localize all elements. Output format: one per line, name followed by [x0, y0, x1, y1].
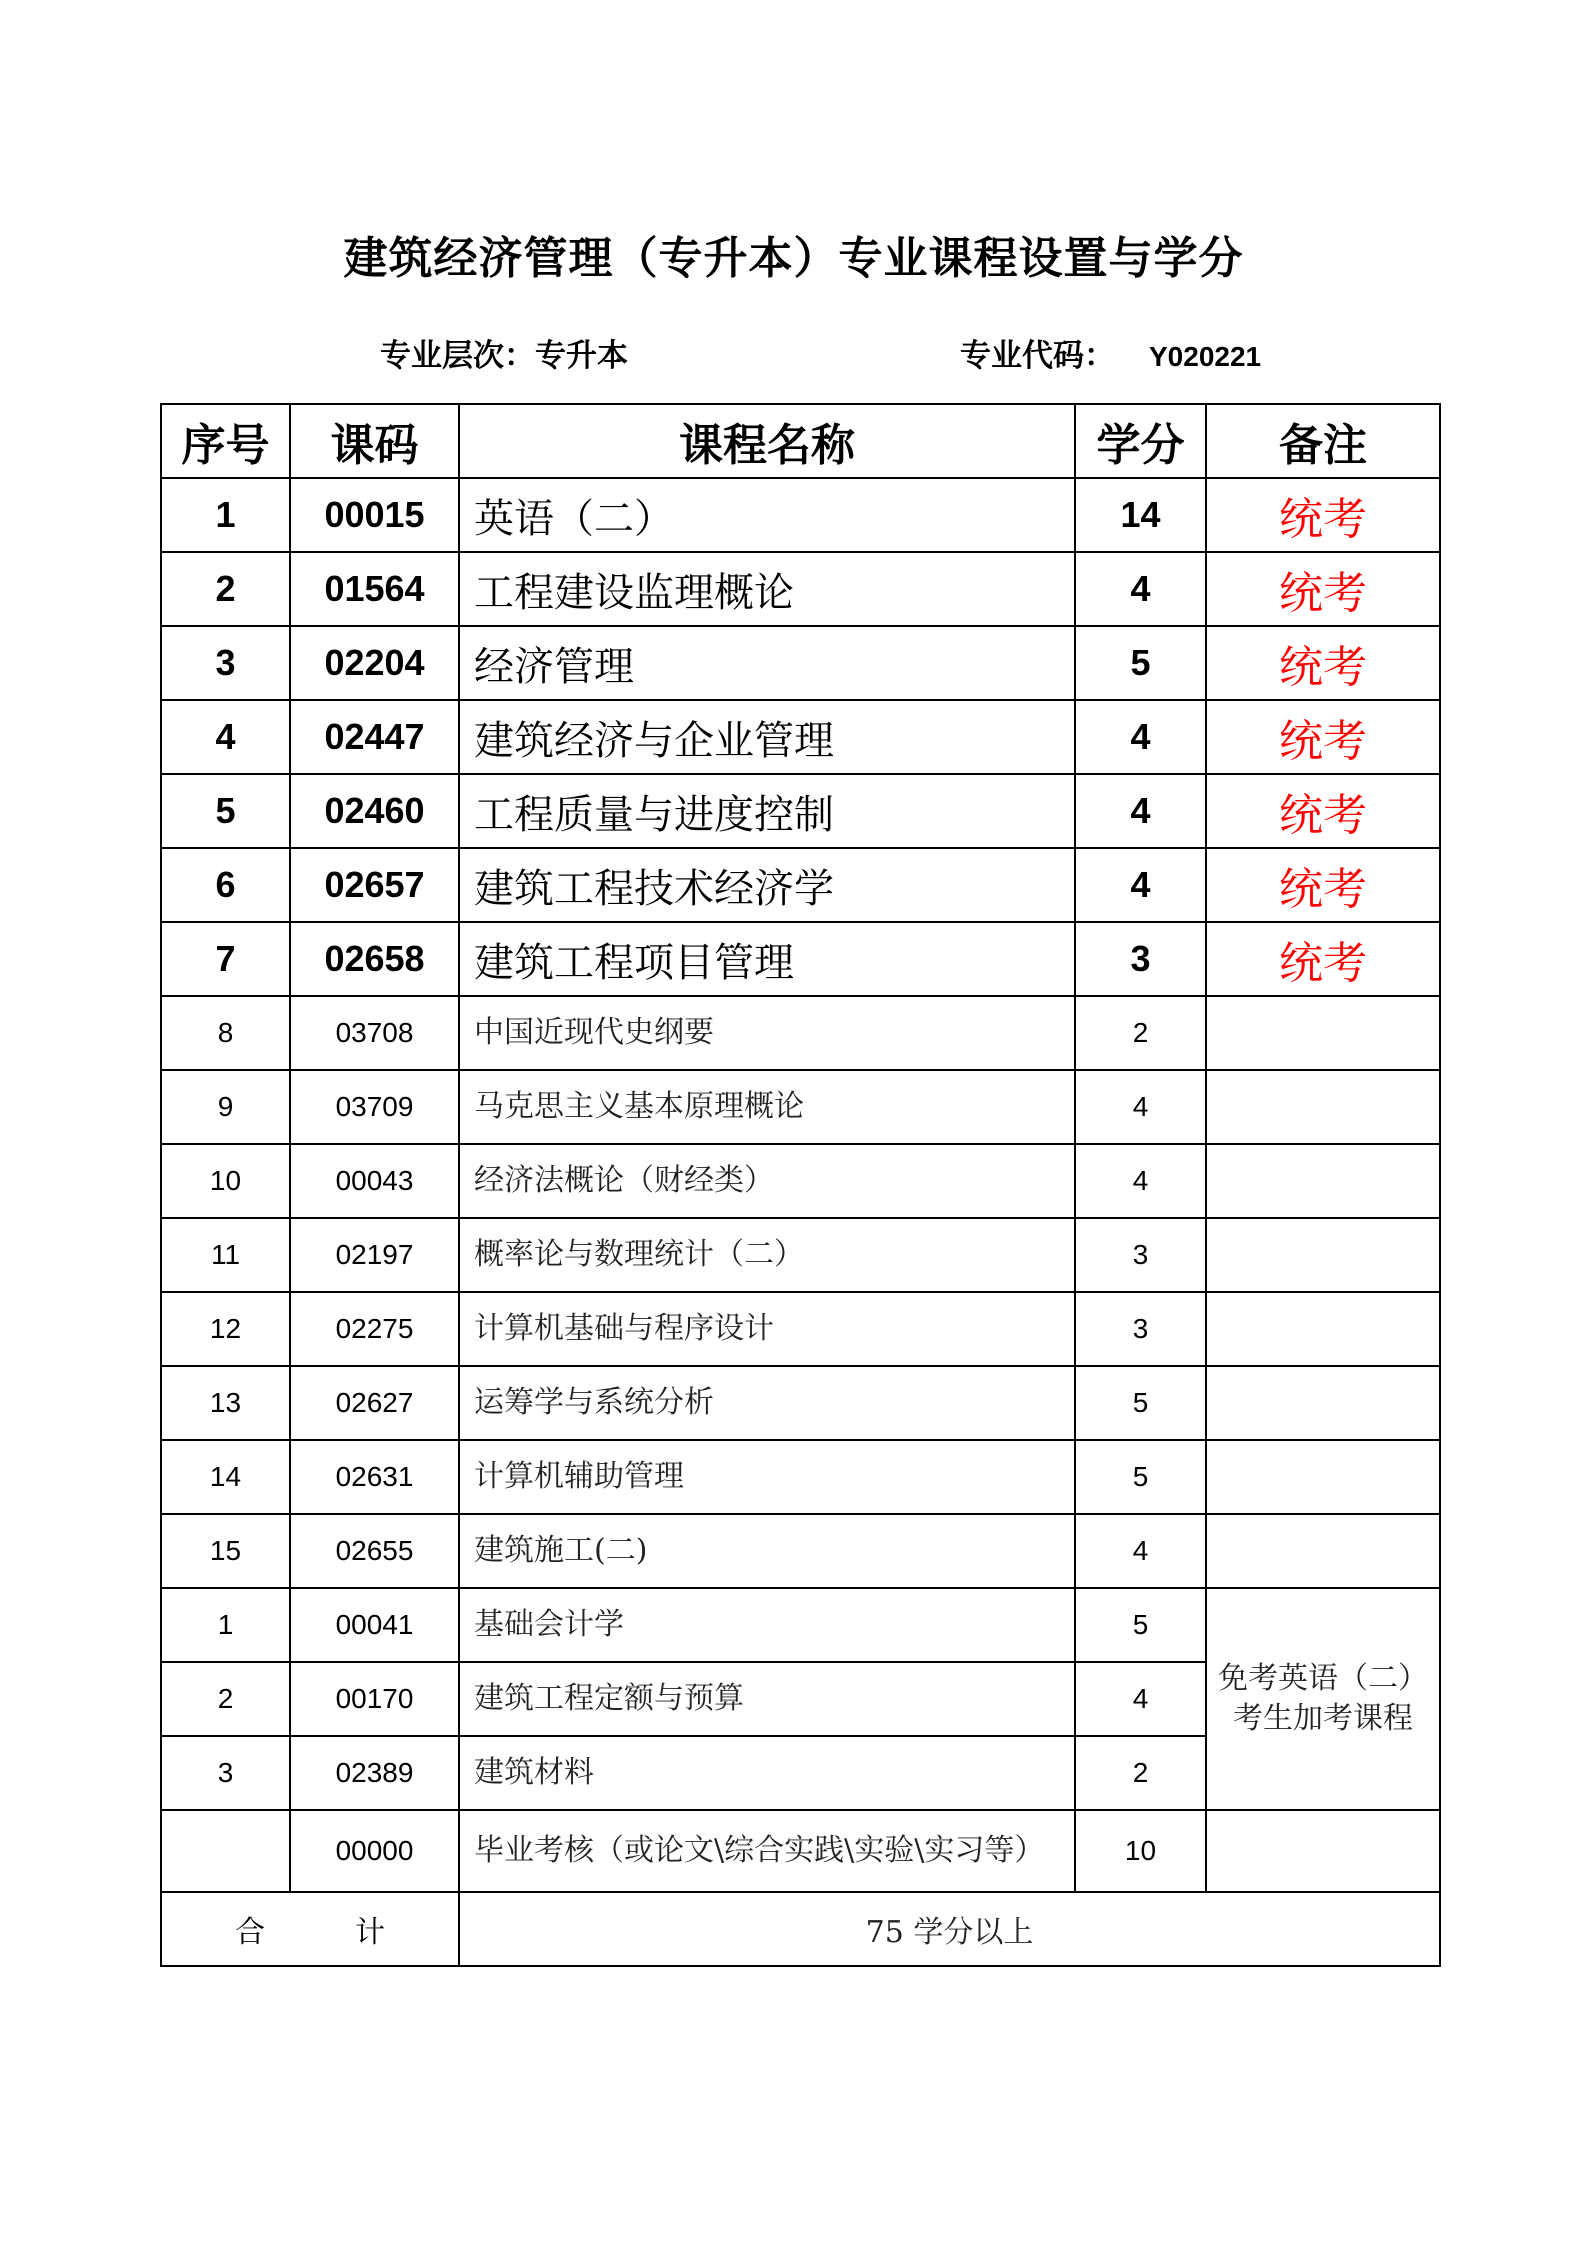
table-row [161, 552, 1440, 626]
course-name: 基础会计学 [459, 1588, 1075, 1662]
course-note [1206, 1144, 1440, 1218]
course-note [1206, 1070, 1440, 1144]
course-seq: 6 [161, 848, 290, 922]
course-code: 03709 [290, 1070, 459, 1144]
course-credit: 5 [1075, 1366, 1206, 1440]
course-credit: 3 [1075, 1218, 1206, 1292]
table-row [161, 478, 1440, 552]
course-code: 02627 [290, 1366, 459, 1440]
course-code: 02389 [290, 1736, 459, 1810]
course-seq: 5 [161, 774, 290, 848]
course-credit: 4 [1075, 1144, 1206, 1218]
course-note [1206, 1292, 1440, 1366]
course-name: 建筑施工(二) [459, 1514, 1075, 1588]
header-seq: 序号 [161, 404, 290, 478]
header-name: 课程名称 [459, 404, 1075, 478]
course-table [160, 403, 1441, 1967]
course-name: 运筹学与系统分析 [459, 1366, 1075, 1440]
table-header-row [161, 404, 1440, 478]
course-seq [161, 1810, 290, 1892]
course-name: 中国近现代史纲要 [459, 996, 1075, 1070]
additional-courses-note [1206, 1588, 1440, 1810]
course-code: 02275 [290, 1292, 459, 1366]
table-row [161, 922, 1440, 996]
course-name: 建筑材料 [459, 1736, 1075, 1810]
course-name: 计算机辅助管理 [459, 1440, 1075, 1514]
course-credit: 4 [1075, 1070, 1206, 1144]
major-code-value: Y020221 [1149, 341, 1262, 372]
course-note: 统考 [1206, 700, 1440, 774]
major-code [960, 330, 1261, 375]
table-row [161, 626, 1440, 700]
page-title: 建筑经济管理（专升本）专业课程设置与学分 [343, 233, 1244, 284]
course-note: 统考 [1206, 626, 1440, 700]
course-note [1206, 1440, 1440, 1514]
course-note: 统考 [1206, 774, 1440, 848]
course-seq: 12 [161, 1292, 290, 1366]
course-credit: 14 [1075, 478, 1206, 552]
course-seq: 3 [161, 1736, 290, 1810]
table-row [161, 774, 1440, 848]
course-code: 00170 [290, 1662, 459, 1736]
additional-note-line1: 免考英语（二） [1218, 1660, 1428, 1696]
course-code: 02658 [290, 922, 459, 996]
course-code: 00015 [290, 478, 459, 552]
course-credit: 3 [1075, 922, 1206, 996]
course-code: 00043 [290, 1144, 459, 1218]
course-seq: 15 [161, 1514, 290, 1588]
course-seq: 8 [161, 996, 290, 1070]
course-code: 02204 [290, 626, 459, 700]
course-credit: 10 [1075, 1810, 1206, 1892]
course-credit: 4 [1075, 1514, 1206, 1588]
course-name: 建筑工程技术经济学 [459, 848, 1075, 922]
course-seq: 4 [161, 700, 290, 774]
course-note [1206, 1218, 1440, 1292]
course-name: 经济法概论（财经类） [459, 1144, 1075, 1218]
course-code: 03708 [290, 996, 459, 1070]
course-code: 02460 [290, 774, 459, 848]
major-level-label: 专业层次： [380, 338, 535, 374]
course-name: 马克思主义基本原理概论 [459, 1070, 1075, 1144]
table-row [161, 1366, 1440, 1440]
course-note [1206, 996, 1440, 1070]
course-name: 建筑工程定额与预算 [459, 1662, 1075, 1736]
major-code-label: 专业代码： [960, 338, 1115, 374]
table-row [161, 1070, 1440, 1144]
table-row [161, 848, 1440, 922]
table-row [161, 1144, 1440, 1218]
table-row [161, 1292, 1440, 1366]
total-label-left: 合 [235, 1915, 265, 1950]
course-code: 01564 [290, 552, 459, 626]
course-name: 英语（二） [459, 478, 1075, 552]
course-credit: 4 [1075, 1662, 1206, 1736]
table-row [161, 1440, 1440, 1514]
course-seq: 1 [161, 478, 290, 552]
course-seq: 10 [161, 1144, 290, 1218]
total-row [161, 1892, 1440, 1966]
course-seq: 14 [161, 1440, 290, 1514]
course-name: 概率论与数理统计（二） [459, 1218, 1075, 1292]
course-name: 建筑经济与企业管理 [459, 700, 1075, 774]
course-seq: 2 [161, 552, 290, 626]
table-row [161, 996, 1440, 1070]
course-seq: 11 [161, 1218, 290, 1292]
header-code: 课码 [290, 404, 459, 478]
course-credit: 5 [1075, 626, 1206, 700]
course-seq: 2 [161, 1662, 290, 1736]
course-name: 工程建设监理概论 [459, 552, 1075, 626]
major-level-value: 专升本 [535, 338, 628, 374]
total-label-right: 计 [355, 1915, 385, 1950]
course-code: 00000 [290, 1810, 459, 1892]
course-credit: 4 [1075, 700, 1206, 774]
table-row [161, 1588, 1440, 1662]
course-name: 工程质量与进度控制 [459, 774, 1075, 848]
course-credit: 2 [1075, 1736, 1206, 1810]
course-seq: 13 [161, 1366, 290, 1440]
course-note: 统考 [1206, 552, 1440, 626]
course-note: 统考 [1206, 848, 1440, 922]
course-code: 02197 [290, 1218, 459, 1292]
course-name: 经济管理 [459, 626, 1075, 700]
total-label [161, 1892, 459, 1966]
course-seq: 1 [161, 1588, 290, 1662]
course-code: 02657 [290, 848, 459, 922]
course-note: 统考 [1206, 478, 1440, 552]
table-row [161, 1218, 1440, 1292]
table-row [161, 1810, 1440, 1892]
course-credit: 5 [1075, 1588, 1206, 1662]
course-credit: 4 [1075, 552, 1206, 626]
course-name: 计算机基础与程序设计 [459, 1292, 1075, 1366]
header-note: 备注 [1206, 404, 1440, 478]
major-level [380, 330, 628, 375]
course-seq: 7 [161, 922, 290, 996]
course-note: 统考 [1206, 922, 1440, 996]
table-row [161, 1514, 1440, 1588]
course-credit: 4 [1075, 774, 1206, 848]
course-note [1206, 1514, 1440, 1588]
course-seq: 9 [161, 1070, 290, 1144]
course-note [1206, 1810, 1440, 1892]
course-name: 毕业考核（或论文\综合实践\实验\实习等） [459, 1810, 1075, 1892]
total-value: 75 学分以上 [459, 1892, 1440, 1966]
course-code: 02447 [290, 700, 459, 774]
additional-note-line2: 考生加考课程 [1233, 1701, 1413, 1736]
course-credit: 2 [1075, 996, 1206, 1070]
course-name: 建筑工程项目管理 [459, 922, 1075, 996]
header-credit: 学分 [1075, 404, 1206, 478]
table-row [161, 700, 1440, 774]
course-credit: 4 [1075, 848, 1206, 922]
course-code: 02631 [290, 1440, 459, 1514]
course-code: 02655 [290, 1514, 459, 1588]
course-note [1206, 1366, 1440, 1440]
course-code: 00041 [290, 1588, 459, 1662]
course-seq: 3 [161, 626, 290, 700]
course-credit: 3 [1075, 1292, 1206, 1366]
course-credit: 5 [1075, 1440, 1206, 1514]
